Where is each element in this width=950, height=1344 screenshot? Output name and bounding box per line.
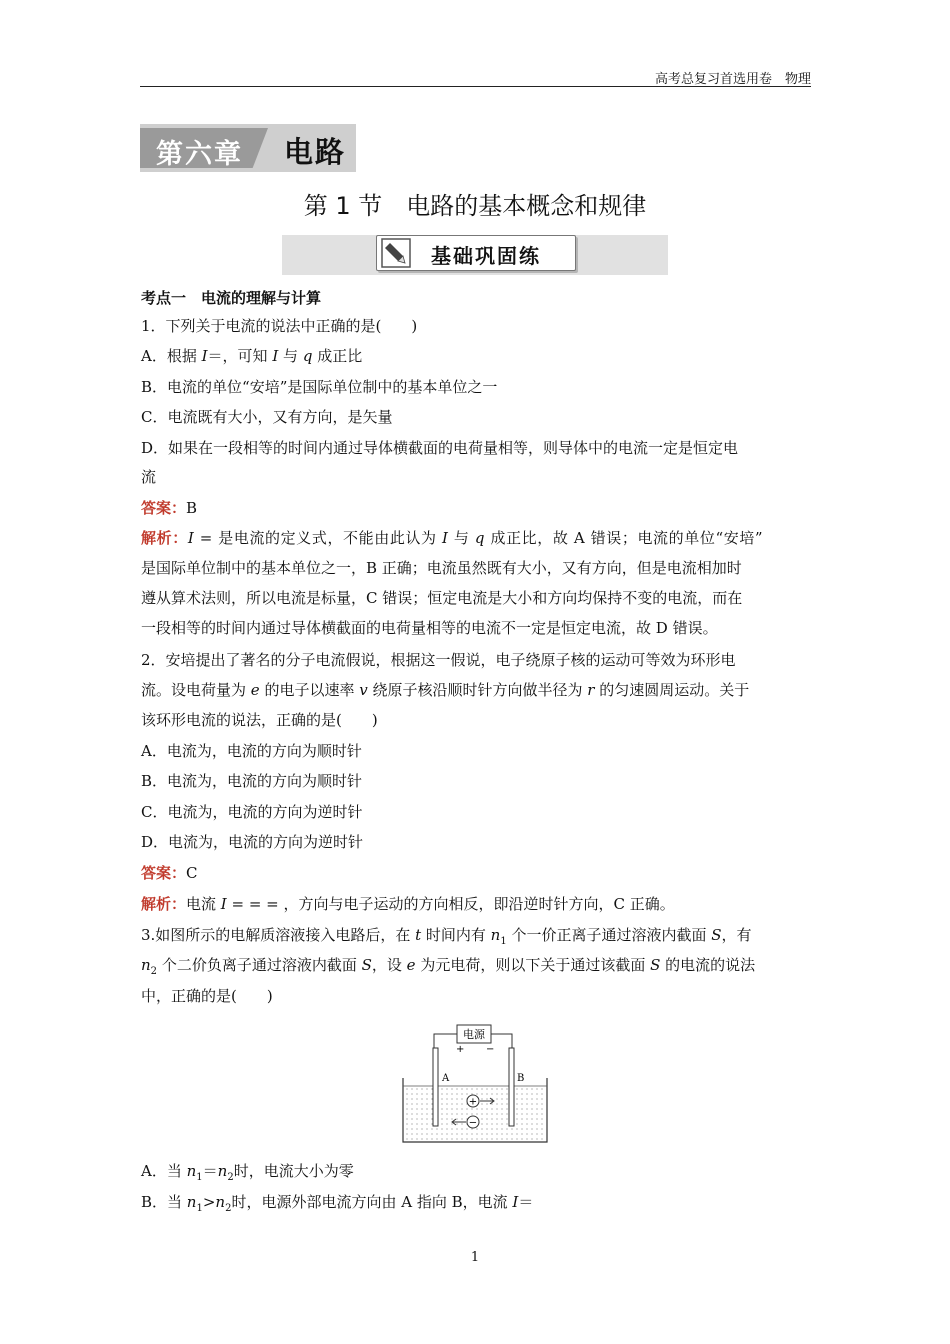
q3-part: 时间内有 bbox=[421, 926, 491, 944]
q1-option-d: D．如果在一段相等的时间内通过导体横截面的电荷量相等，则导体中的电流一定是恒定电 bbox=[141, 439, 739, 457]
q2-part: 的电子以速率 bbox=[259, 681, 360, 699]
electrode-b-label: B bbox=[517, 1073, 525, 1084]
q1-exp-part: 成正比，故 A 错误；电流的单位“安培” bbox=[485, 529, 764, 547]
q3-part: ，设 bbox=[371, 956, 407, 974]
q2-part: 的匀速圆周运动。关于 bbox=[594, 681, 750, 699]
q1-option-a bbox=[141, 346, 362, 366]
exercise-banner-label: 基础巩固练 bbox=[431, 244, 541, 268]
answer-label: 答案： bbox=[141, 499, 187, 517]
wire-left bbox=[434, 1034, 457, 1048]
q1-exp-part: 与 bbox=[448, 529, 475, 547]
q1-a-part: 成正比 bbox=[312, 347, 363, 365]
q1-a-part: ＝，可知 bbox=[207, 347, 273, 365]
answer-value: B bbox=[186, 499, 198, 517]
q3-b-part: 时，电源外部电流方向由 A 指向 B，电流 bbox=[231, 1193, 513, 1211]
negative-ion-sign: − bbox=[468, 1117, 478, 1129]
q1-explanation-4: 一段相等的时间内通过导体横截面的电荷量相等的电流不一定是恒定电流，故 D 错误。 bbox=[141, 619, 718, 637]
q3-part: n bbox=[490, 926, 501, 944]
q2-part: e bbox=[250, 681, 260, 699]
electrode-a bbox=[433, 1048, 438, 1126]
chapter-number: 第六章 bbox=[156, 139, 243, 170]
q2-answer bbox=[141, 863, 198, 883]
q2-stem-3: 该环形电流的说法，正确的是( ) bbox=[141, 711, 378, 729]
q3-part: S bbox=[650, 956, 661, 974]
q3-part: 1 bbox=[500, 936, 507, 947]
q3-b-part: n bbox=[186, 1193, 197, 1211]
electrode-b bbox=[509, 1048, 514, 1126]
q1-exp-part: I bbox=[442, 529, 449, 547]
q3-part: n bbox=[141, 956, 151, 974]
q1-a-part: 与 bbox=[278, 347, 303, 365]
q3-b-part: I bbox=[512, 1193, 519, 1211]
q3-option-b bbox=[141, 1192, 533, 1219]
q2-exp-part: I bbox=[220, 895, 227, 913]
q1-a-part: q bbox=[302, 347, 313, 365]
key-point-title: 考点一 电流的理解与计算 bbox=[141, 289, 322, 307]
q2-part: v bbox=[359, 681, 368, 699]
q3-part: 个二价负离子通过溶液内截面 bbox=[157, 956, 362, 974]
q2-option-c: C．电流为，电流的方向为逆时针 bbox=[141, 803, 363, 821]
q2-option-d: D．电流为，电流的方向为逆时针 bbox=[141, 833, 364, 851]
answer-label: 答案： bbox=[141, 864, 187, 882]
header-text: 高考总复习首选用卷 物理 bbox=[654, 72, 811, 87]
q1-explanation-3: 遵从算术法则，所以电流是标量，C 错误；恒定电流是大小和方向均保持不变的电流，而在 bbox=[141, 589, 743, 607]
q1-a-part: I bbox=[201, 347, 208, 365]
q1-exp-part: q bbox=[474, 529, 486, 547]
q2-exp-part: = = = ，方向与电子运动的方向相反，即沿逆时针方向，C 正确。 bbox=[226, 895, 675, 913]
q1-a-part: A．根据 bbox=[141, 347, 202, 365]
q3-b-part: 1 bbox=[196, 1203, 203, 1214]
q3-a-part: 2 bbox=[227, 1172, 234, 1183]
q1-a-part: I bbox=[272, 347, 279, 365]
q3-stem-1 bbox=[141, 925, 752, 952]
exercise-banner-box bbox=[376, 235, 576, 271]
exercise-banner bbox=[282, 235, 668, 275]
q1-exp-part: = 是电流的定义式，不能由此认为 bbox=[194, 529, 443, 547]
q1-option-b: B．电流的单位“安培”是国际单位制中的基本单位之一 bbox=[141, 378, 498, 396]
section-title: 第 1 节 电路的基本概念和规律 bbox=[303, 192, 647, 220]
q3-part: 3.如图所示的电解质溶液接入电路后，在 bbox=[141, 926, 416, 944]
q3-part: S bbox=[361, 956, 372, 974]
q2-option-b: B．电流为，电流的方向为顺时针 bbox=[141, 772, 363, 790]
page-header bbox=[140, 66, 811, 87]
q1-option-d-cont: 流 bbox=[141, 468, 157, 486]
q3-part: ，有 bbox=[721, 926, 752, 944]
q1-exp-part: I bbox=[187, 529, 195, 547]
q2-part: r bbox=[587, 681, 595, 699]
electrolysis-figure bbox=[400, 1022, 550, 1146]
q3-stem-2 bbox=[141, 955, 755, 982]
plus-sign: + bbox=[456, 1044, 465, 1055]
q3-a-part: 时，电流大小为零 bbox=[233, 1162, 354, 1180]
q2-stem-1: 2．安培提出了著名的分子电流假说，根据这一假说，电子绕原子核的运动可等效为环形电 bbox=[141, 651, 736, 669]
q1-option-c: C．电流既有大小，又有方向，是矢量 bbox=[141, 408, 393, 426]
explanation-label: 解析： bbox=[141, 895, 187, 913]
q2-stem-2 bbox=[141, 680, 749, 700]
q3-stem-3: 中，正确的是( ) bbox=[141, 987, 273, 1005]
q2-option-a: A．电流为，电流的方向为顺时针 bbox=[141, 742, 362, 760]
q2-explanation bbox=[141, 894, 675, 914]
q2-exp-part: 电流 bbox=[186, 895, 221, 913]
pencil-icon bbox=[381, 238, 411, 268]
q3-a-part: n bbox=[186, 1162, 197, 1180]
q3-a-part: ＝ bbox=[202, 1162, 218, 1180]
q3-b-part: ＝ bbox=[518, 1193, 534, 1211]
q3-b-part: 2 bbox=[225, 1203, 232, 1214]
positive-ion-sign: + bbox=[468, 1096, 478, 1108]
q1-stem: 1．下列关于电流的说法中正确的是( ) bbox=[141, 317, 418, 335]
q3-b-part: n bbox=[215, 1193, 226, 1211]
q2-part: 流。设电荷量为 bbox=[141, 681, 251, 699]
q3-a-part: 1 bbox=[196, 1172, 203, 1183]
chapter-heading bbox=[140, 124, 356, 172]
q3-part: 的电流的说法 bbox=[660, 956, 756, 974]
q3-part: S bbox=[711, 926, 722, 944]
q1-answer bbox=[141, 498, 197, 518]
q3-part: 为元电荷，则以下关于通过该截面 bbox=[415, 956, 651, 974]
q3-a-part: n bbox=[217, 1162, 228, 1180]
solution bbox=[403, 1086, 547, 1142]
explanation-label: 解析： bbox=[141, 529, 188, 547]
answer-value: C bbox=[186, 864, 198, 882]
q3-part: e bbox=[406, 956, 416, 974]
q1-explanation-2: 是国际单位制中的基本单位之一，B 正确；电流虽然既有大小，又有方向，但是电流相加时 bbox=[141, 559, 742, 577]
q3-part: t bbox=[415, 926, 422, 944]
q3-part: 2 bbox=[150, 966, 158, 977]
electrode-a-label: A bbox=[442, 1073, 450, 1084]
minus-sign: − bbox=[486, 1044, 495, 1055]
q1-explanation-1 bbox=[141, 528, 763, 548]
page-number: 1 bbox=[470, 1250, 480, 1265]
q3-b-part: > bbox=[202, 1193, 216, 1211]
power-label: 电源 bbox=[463, 1028, 485, 1041]
q2-part: 绕原子核沿顺时针方向做半径为 bbox=[367, 681, 588, 699]
q3-b-part: B．当 bbox=[141, 1193, 187, 1211]
chapter-name: 电路 bbox=[284, 135, 347, 169]
q3-part: 个一价正离子通过溶液内截面 bbox=[506, 926, 712, 944]
q3-option-a bbox=[141, 1161, 354, 1188]
q3-a-part: A．当 bbox=[141, 1162, 187, 1180]
